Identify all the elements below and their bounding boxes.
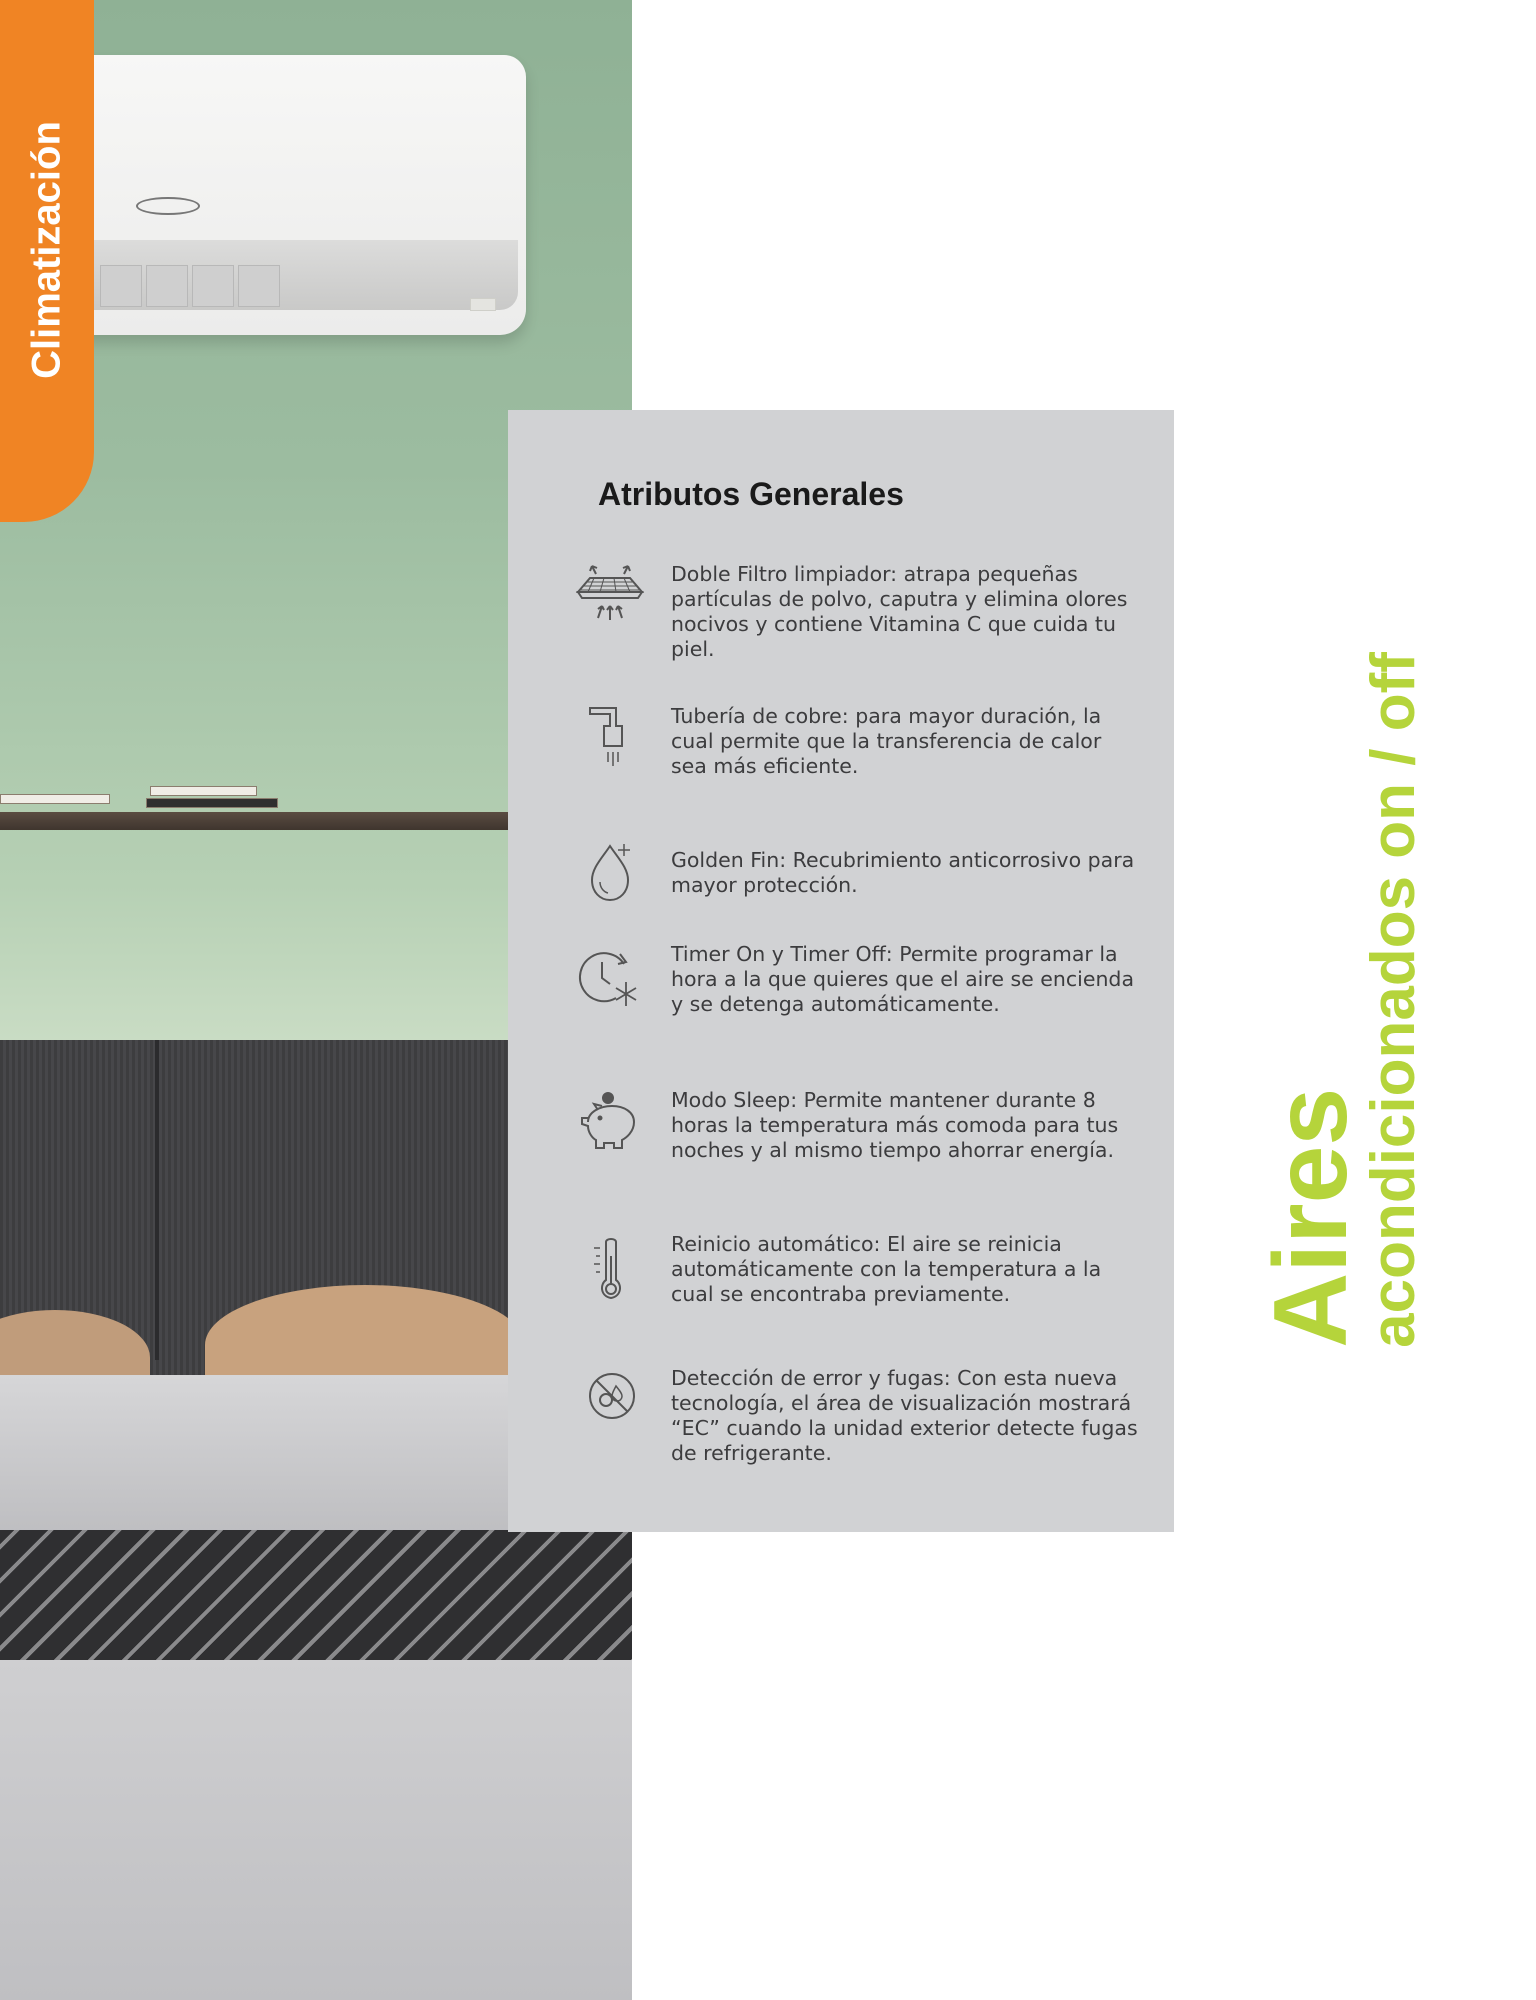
section-tab [0,0,94,522]
throw-blanket [0,1530,632,1670]
water-drop-icon [568,836,652,906]
book [0,794,110,804]
headline [1253,652,1428,1348]
leak-detection-icon [568,1366,652,1436]
ac-vent [146,265,188,307]
feature-text: Tubería de cobre: para mayor duración, la cual permite que la transferencia de calor sea más eficiente. [671,704,1102,778]
headline-line-2: acondicionados on / off [1359,652,1428,1348]
headboard-seam [155,1040,159,1360]
features-card [508,410,1174,1532]
ac-vent [100,265,142,307]
ac-vent [192,265,234,307]
feature-text: Reinicio automático: El aire se reinicia automáticamente con la temperatura a la cual se encontraba previamente. [671,1232,1102,1306]
section-tab-label: Climatización [24,121,69,379]
filter-icon [568,562,652,632]
bed-sheet [0,1660,632,2000]
piggy-bank-icon [568,1088,652,1158]
feature-text: Timer On y Timer Off: Permite programar la hora a la que quieres que el aire se encienda y se detenga automáticamente. [671,942,1135,1016]
headline-line-1: Aires [1253,1087,1369,1348]
feature-text: Golden Fin: Recubrimiento anticorrosivo para mayor protección. [671,848,1135,897]
ac-display [470,298,496,311]
feature-text: Doble Filtro limpiador: atrapa pequeñas partículas de polvo, caputra y elimina olores nocivos y contiene Vitamina C que cuida tu piel. [671,562,1128,661]
book [150,786,257,796]
ac-vent [238,265,280,307]
ac-brand-logo [136,197,200,215]
card-title: Atributos Generales [598,476,904,512]
timer-snowflake-icon [568,942,652,1012]
book [146,798,278,808]
thermometer-icon [568,1236,652,1306]
feature-text: Detección de error y fugas: Con esta nueva tecnología, el área de visualización mostrará “EC” cuando la unidad exterior detecte fugas de refrigerante. [671,1366,1138,1465]
copper-pipe-icon [568,704,652,774]
feature-text: Modo Sleep: Permite mantener durante 8 horas la temperatura más comoda para tus noches y al mismo tiempo ahorrar energía. [671,1088,1119,1162]
